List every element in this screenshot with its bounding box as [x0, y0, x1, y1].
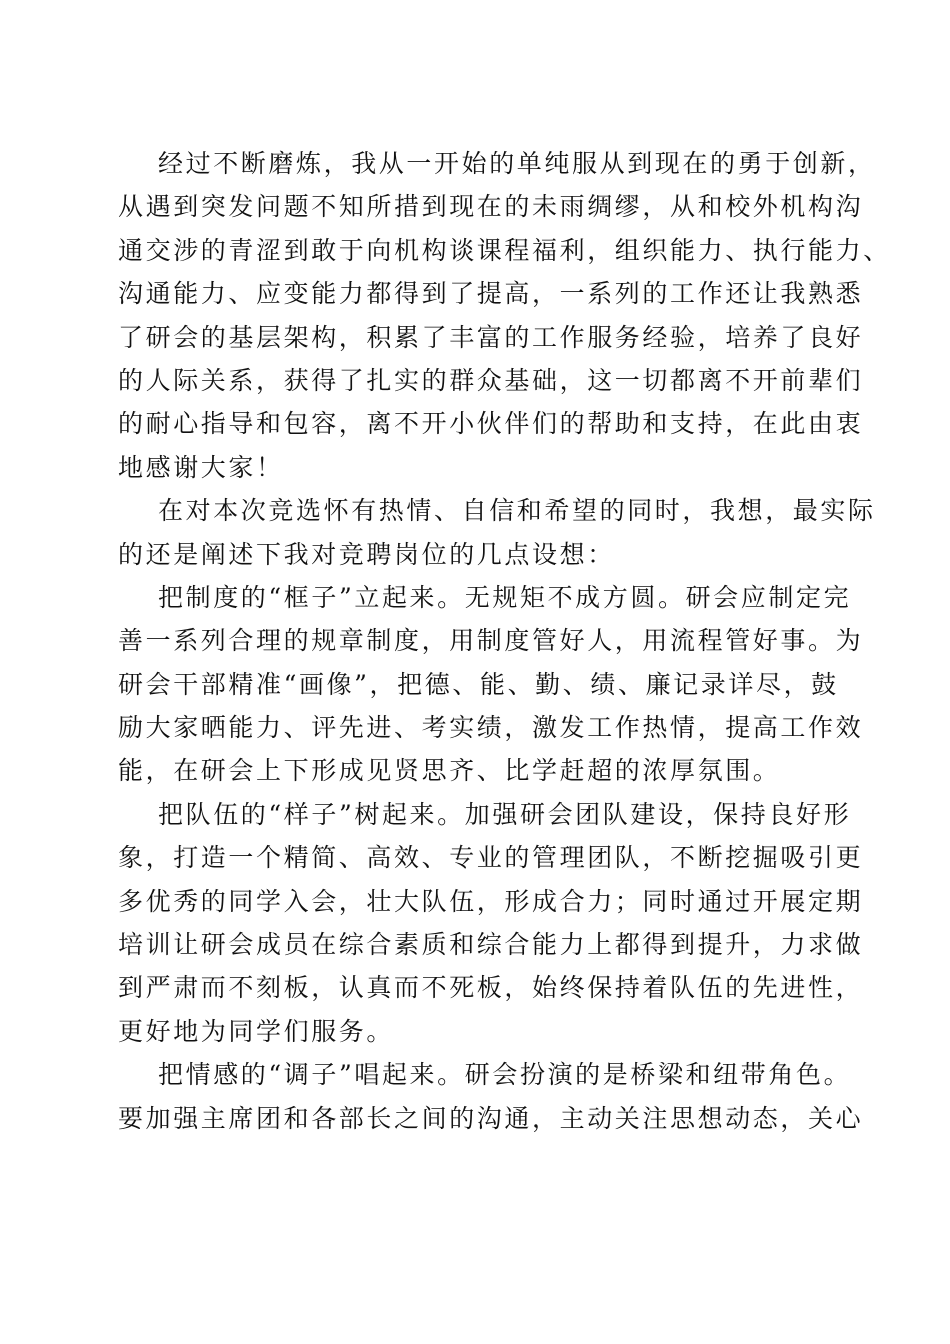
- paragraph-2-line-2: 的还是阐述下我对竞聘岗位的几点设想：: [118, 539, 615, 569]
- paragraph-1-line-6: 的人际关系，获得了扎实的群众基础，这一切都离不开前辈们: [118, 365, 864, 395]
- paragraph-5-line-1: 把情感的“调子”唱起来。研会扮演的是桥梁和纽带角色。: [158, 1060, 852, 1090]
- paragraph-3-line-3: 研会干部精准“画像”，把德、能、勤、绩、廉记录详尽，鼓: [118, 669, 839, 699]
- paragraph-4-line-4: 培训让研会成员在综合素质和综合能力上都得到提升，力求做: [118, 930, 864, 960]
- paragraph-4-line-5: 到严肃而不刻板，认真而不死板，始终保持着队伍的先进性，: [118, 973, 864, 1003]
- paragraph-1-line-2: 从遇到突发问题不知所措到现在的未雨绸缪，从和校外机构沟: [118, 192, 864, 222]
- paragraph-1-line-1: 经过不断磨炼，我从一开始的单纯服从到现在的勇于创新，: [158, 149, 876, 178]
- paragraph-4-line-3: 多优秀的同学入会，壮大队伍，形成合力；同时通过开展定期: [118, 886, 864, 916]
- paragraph-1-line-5: 了研会的基层架构，积累了丰富的工作服务经验，培养了良好: [118, 322, 864, 352]
- paragraph-1-line-4: 沟通能力、应变能力都得到了提高，一系列的工作还让我熟悉: [118, 279, 864, 309]
- paragraph-4-line-6: 更好地为同学们服务。: [118, 1016, 395, 1046]
- paragraph-1-line-3: 通交涉的青涩到敢于向机构谈课程福利，组织能力、执行能力、: [118, 235, 891, 265]
- paragraph-5-line-2: 要加强主席团和各部长之间的沟通，主动关注思想动态，关心: [118, 1103, 864, 1133]
- paragraph-4-line-2: 象，打造一个精简、高效、专业的管理团队，不断挖掘吸引更: [118, 843, 864, 873]
- paragraph-2-line-1: 在对本次竞选怀有热情、自信和希望的同时，我想，最实际: [158, 496, 876, 526]
- paragraph-3-line-4: 励大家晒能力、评先进、考实绩，激发工作热情，提高工作效: [118, 713, 864, 743]
- paragraph-1-line-7: 的耐心指导和包容，离不开小伙伴们的帮助和支持，在此由衷: [118, 409, 864, 439]
- paragraph-4-line-1: 把队伍的“样子”树起来。加强研会团队建设，保持良好形: [158, 799, 852, 829]
- paragraph-1-line-8: 地感谢大家！: [118, 452, 284, 482]
- document-body: [118, 142, 891, 1140]
- paragraph-3-line-2: 善一系列合理的规章制度，用制度管好人，用流程管好事。为: [118, 626, 864, 656]
- paragraph-3-line-1: 把制度的“框子”立起来。无规矩不成方圆。研会应制定完: [158, 582, 852, 612]
- paragraph-3-line-5: 能，在研会上下形成见贤思齐、比学赶超的浓厚氛围。: [118, 756, 781, 786]
